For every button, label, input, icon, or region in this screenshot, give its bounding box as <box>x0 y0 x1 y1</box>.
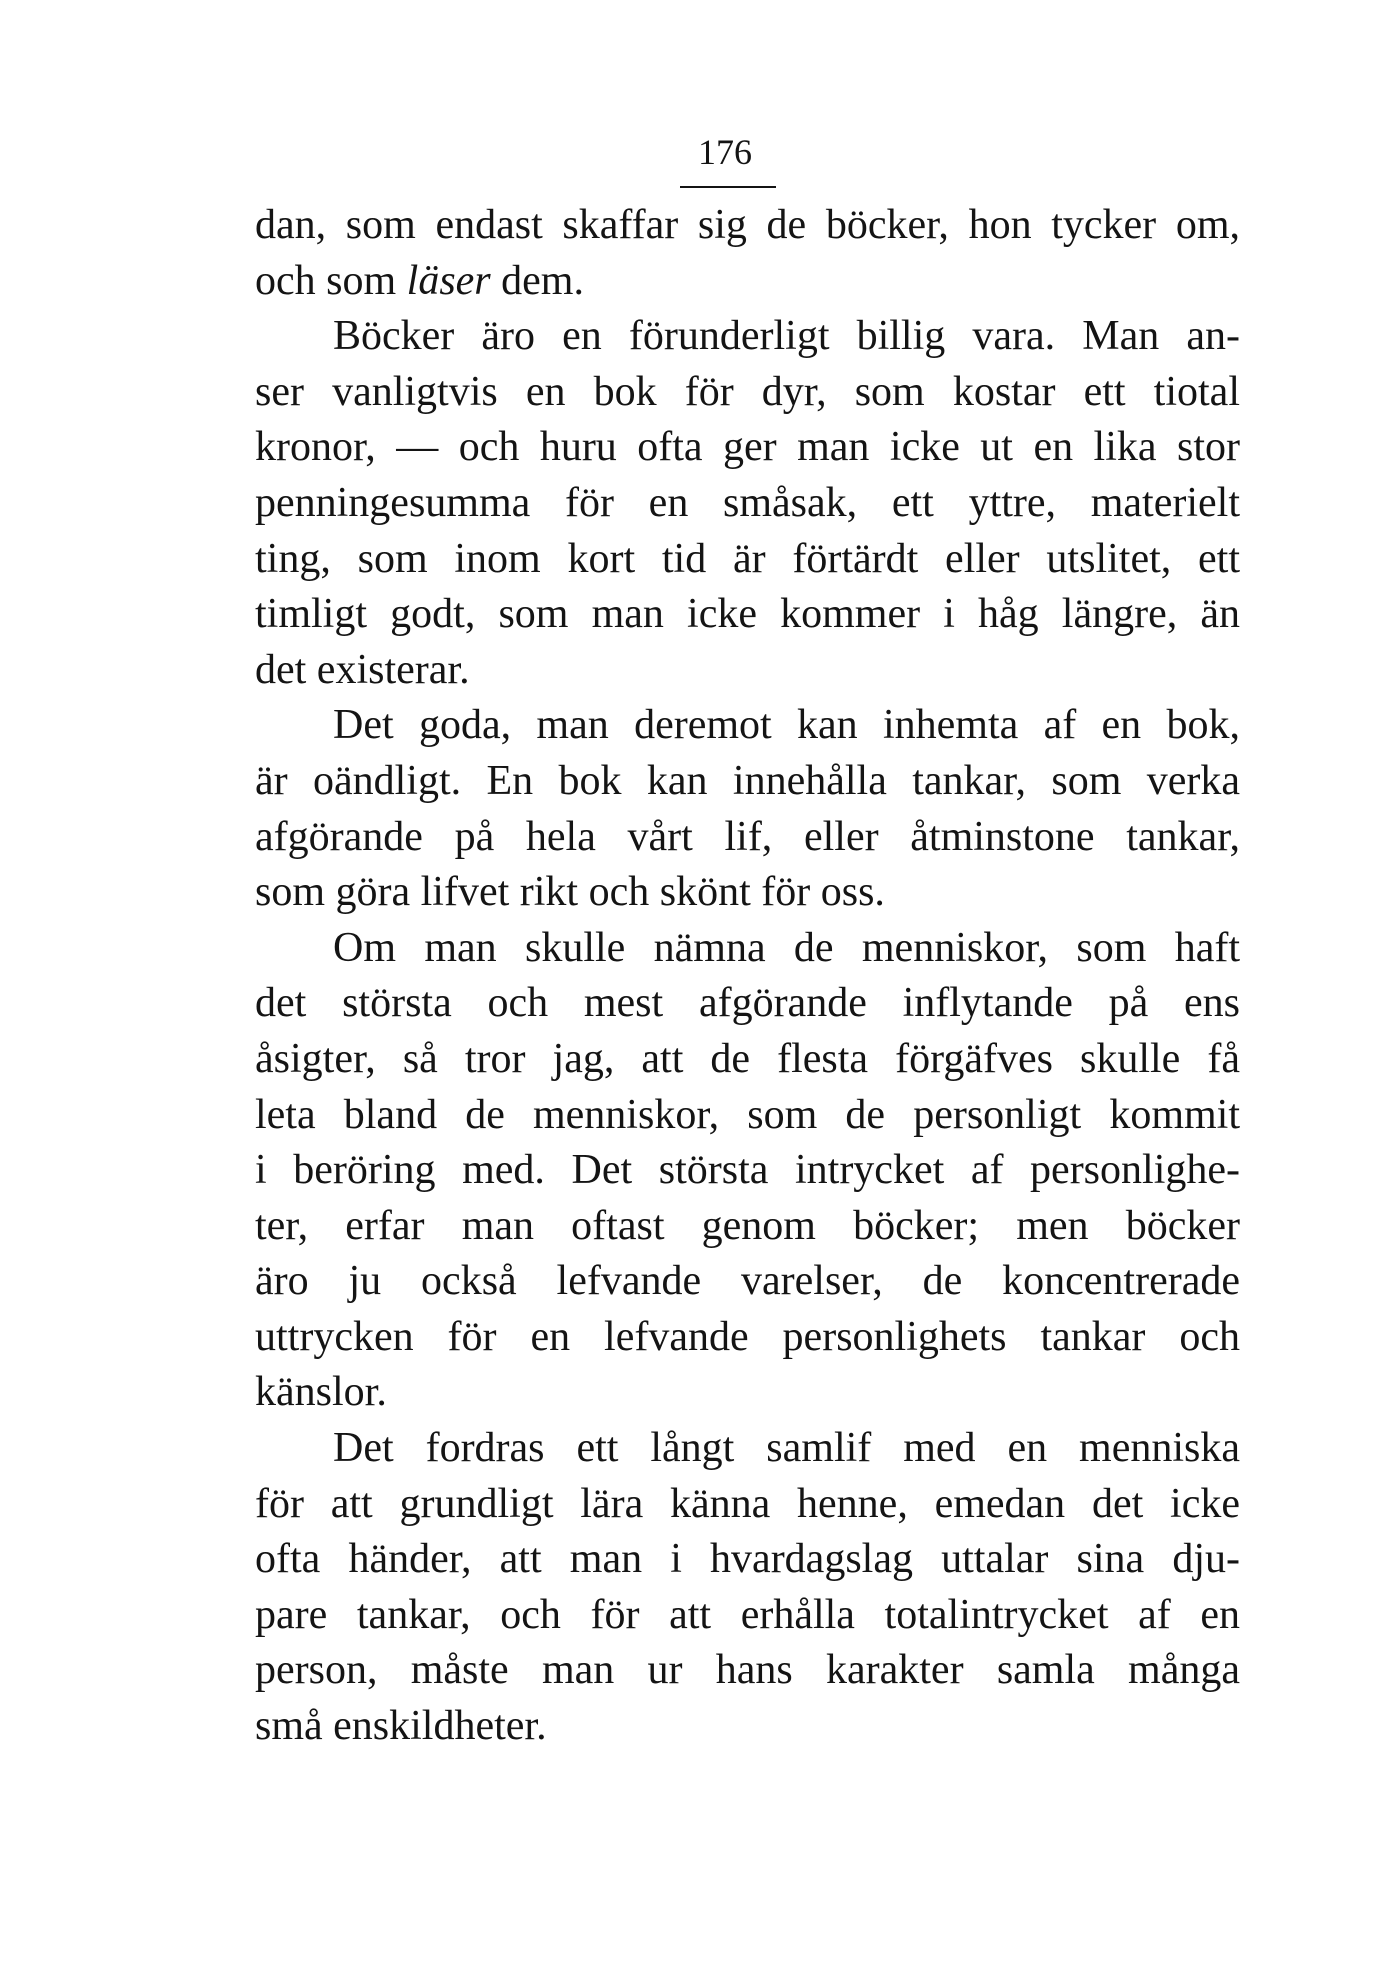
text-line: Det fordras ett långt samlif med en menniska <box>333 1425 1240 1472</box>
text-line: timligt godt, som man icke kommer i håg längre, än <box>255 591 1240 638</box>
text-line: i beröring med. Det största intrycket af personlighe- <box>255 1147 1240 1194</box>
text-line: ser vanligtvis en bok för dyr, som kostar ett tiotal <box>255 368 1240 415</box>
text-line: känslor. <box>255 1369 387 1416</box>
text-line: det största och mest afgörande inflytande på ens <box>255 980 1240 1027</box>
text-line: pare tankar, och för att erhålla totalintrycket af en <box>255 1591 1240 1638</box>
body-text <box>255 198 1240 1755</box>
text-line: afgörande på hela vårt lif, eller åtminstone tankar, <box>255 813 1240 860</box>
text-line-part: och som <box>255 257 407 304</box>
text-line: ting, som inom kort tid är förtärdt eller utslitet, ett <box>255 535 1240 582</box>
text-line: för att grundligt lära känna henne, emedan det icke <box>255 1480 1240 1527</box>
text-line: Om man skulle nämna de menniskor, som haft <box>333 924 1240 971</box>
text-line: äro ju också lefvande varelser, de koncentrerade <box>255 1258 1240 1305</box>
text-line: som göra lifvet rikt och skönt för oss. <box>255 869 885 916</box>
text-line: uttrycken för en lefvande personlighets tankar och <box>255 1313 1240 1360</box>
text-line: små enskildheter. <box>255 1703 547 1750</box>
text-line: ter, erfar man oftast genom böcker; men böcker <box>255 1202 1240 1249</box>
text-line: person, måste man ur hans karakter samla många <box>255 1647 1240 1694</box>
text-line: dan, som endast skaffar sig de böcker, hon tycker om, <box>255 202 1240 248</box>
text-line: Det goda, man deremot kan inhemta af en bok, <box>333 702 1240 749</box>
text-line: är oändligt. En bok kan innehålla tankar, som verka <box>255 757 1240 804</box>
page-number-rule <box>680 186 776 188</box>
text-line: leta bland de menniskor, som de personligt kommit <box>255 1091 1240 1138</box>
text-line: åsigter, så tror jag, att de flesta förgäfves skulle få <box>255 1035 1240 1082</box>
text-line: penningesumma för en småsak, ett yttre, materielt <box>255 479 1240 526</box>
text-line: kronor, — och huru ofta ger man icke ut en lika stor <box>255 424 1240 471</box>
emphasized-word: läser <box>406 257 491 304</box>
text-line: Böcker äro en förunderligt billig vara. Man an- <box>333 313 1240 360</box>
text-line: ofta händer, att man i hvardagslag uttalar sina dju- <box>255 1536 1240 1583</box>
text-line: det existerar. <box>255 646 470 693</box>
text-line-part: dem. <box>490 257 584 304</box>
text-line <box>255 254 1240 310</box>
page-number: 176 <box>698 132 752 172</box>
